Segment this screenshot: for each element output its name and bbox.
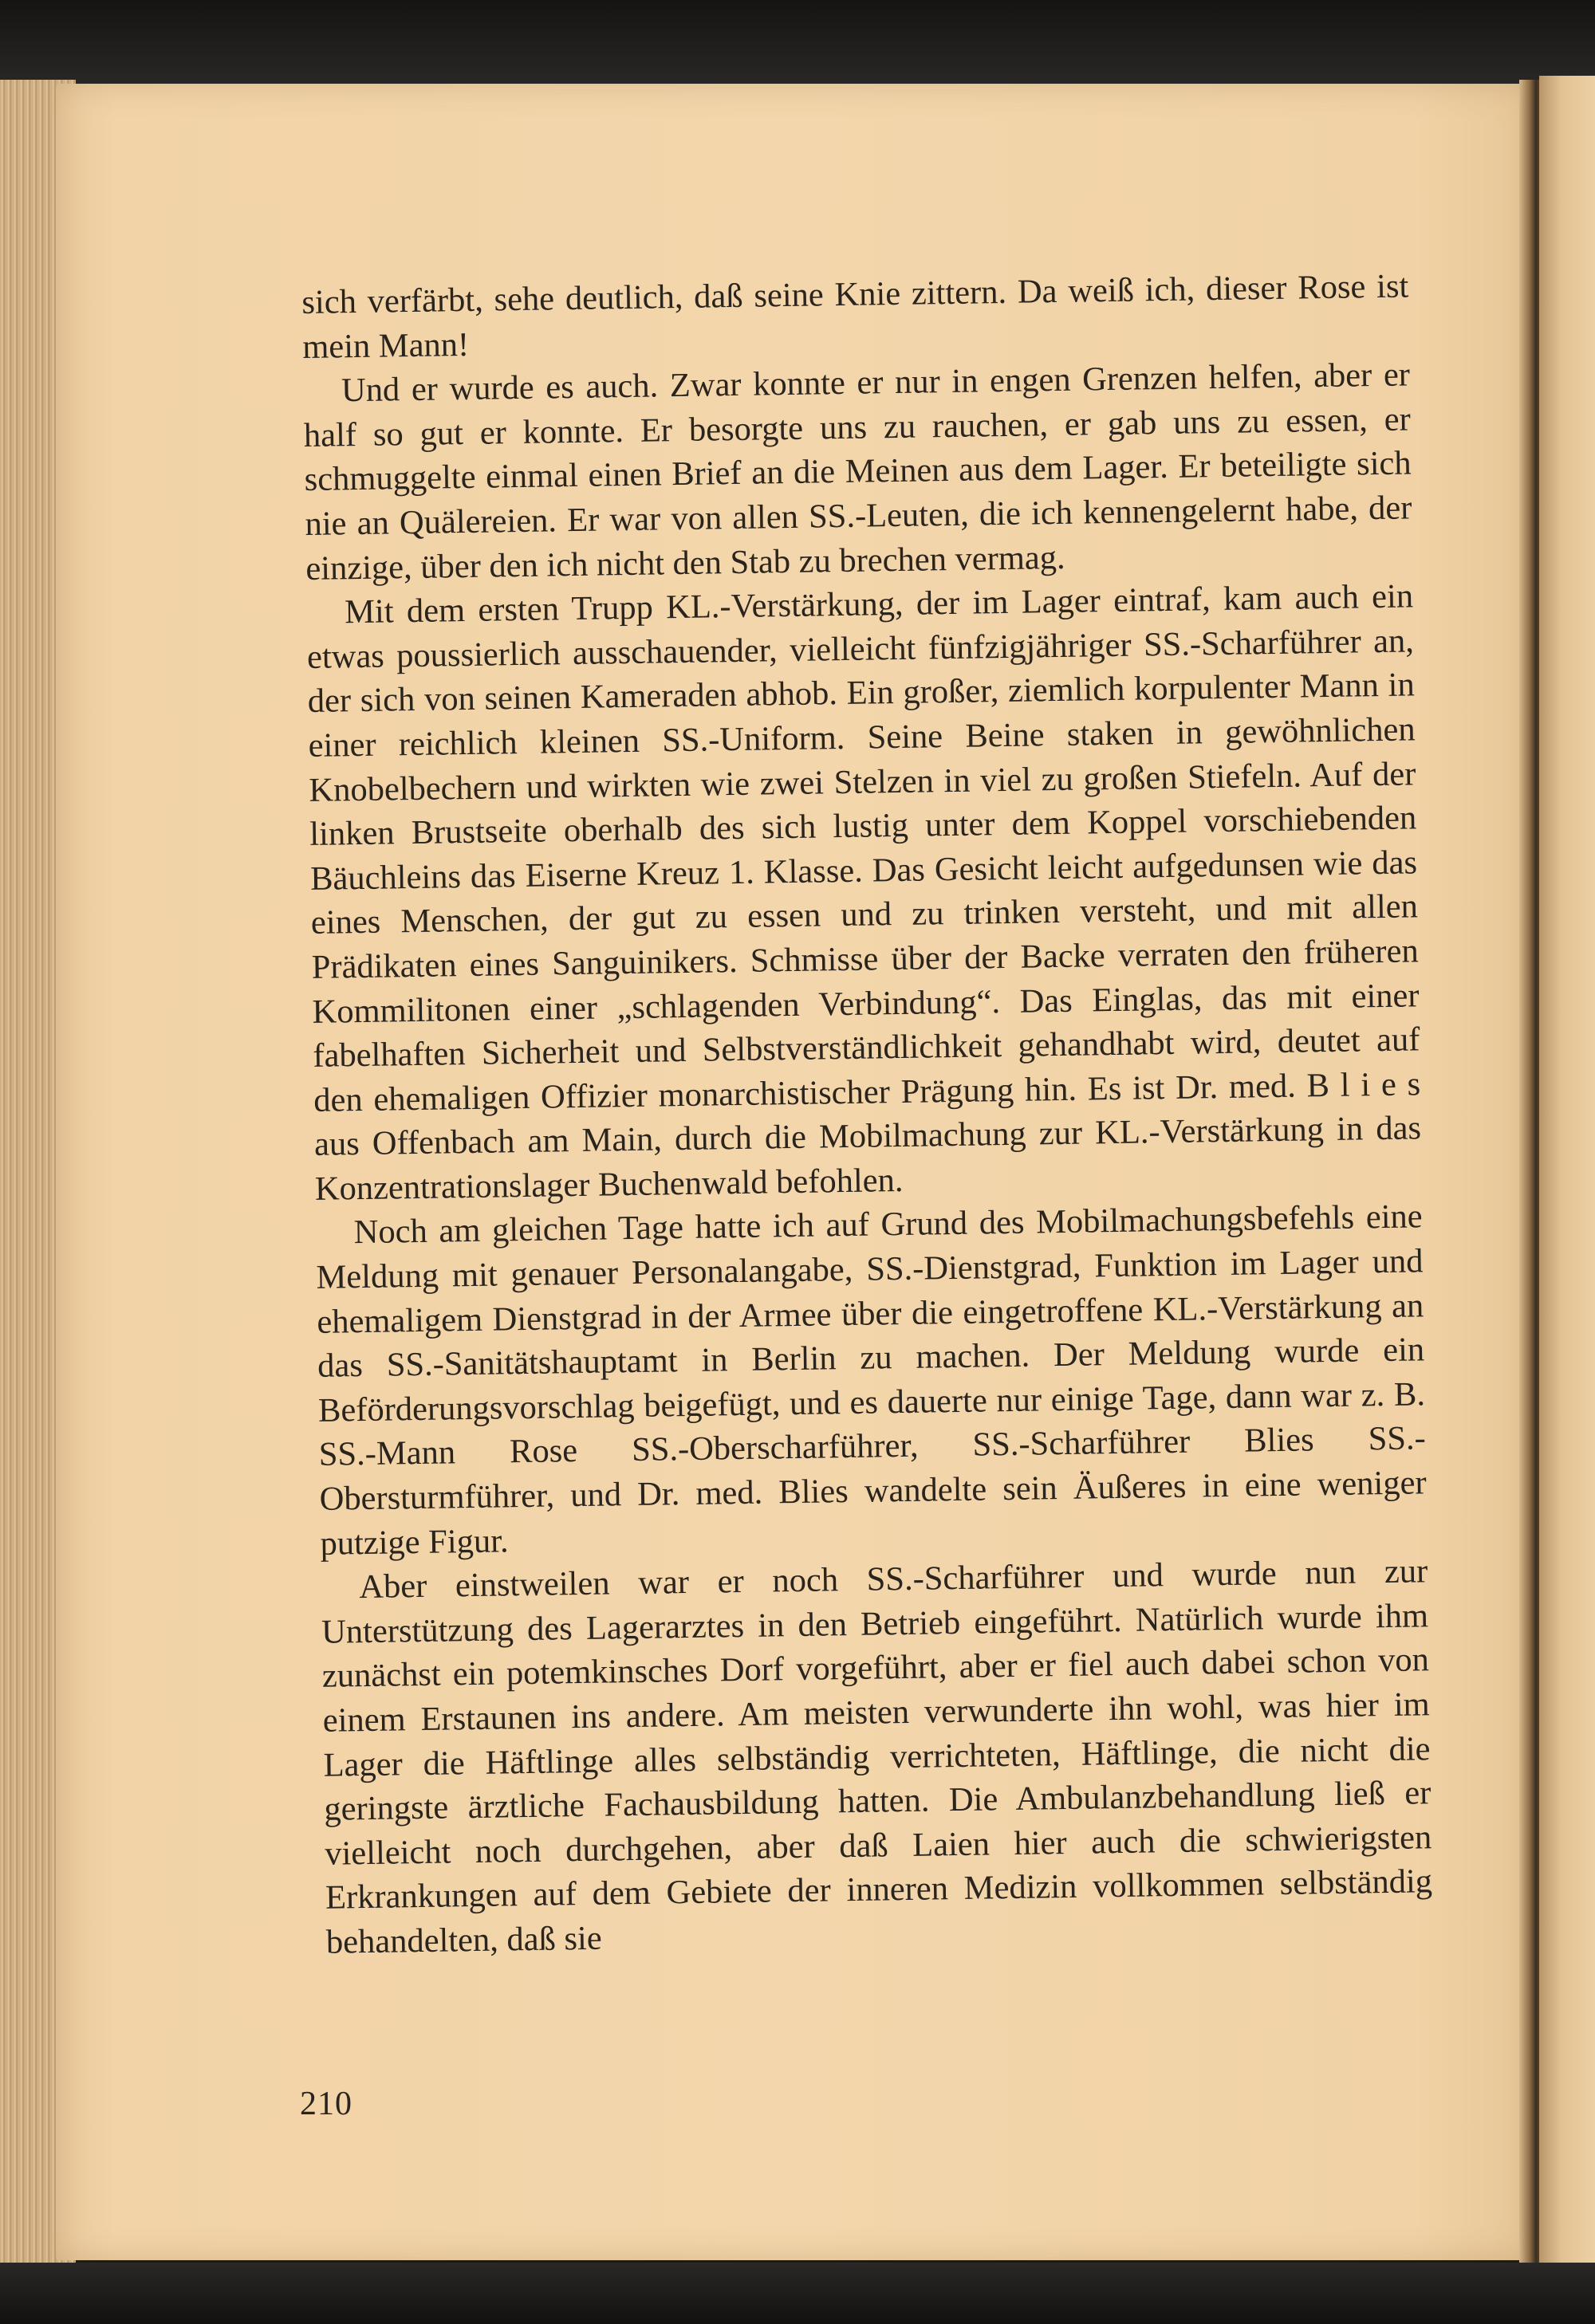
paragraph-3: Mit dem ersten Trupp KL.-Verstärkung, der im Lager eintraf, kam auch ein etwas poussierlich ausschauender, vielleicht fünfzigjähriger SS.-Scharführer an, der sich von seinen Kameraden abhob. Ein großer, ziemlich korpulenter Mann in einer reichlich kleinen SS.-Uniform. Seine Beine staken in gewöhnlichen Knobelbechern und wirkten wie zwei Stelzen in viel zu großen Stiefeln. Auf der linken Brustseite oberhalb des sich lustig unter dem Koppel vorschiebenden Bäuchleins das Eiserne Kreuz 1. Klasse. Das Gesicht leicht aufgedunsen wie das eines Menschen, der gut zu essen und zu trinken versteht, und mit allen Prädikaten eines Sanguinikers. Schmisse über der Backe verraten den früheren Kommilitonen einer „schlagenden Verbindung“. Das Einglas, das mit einer fabelhaften Sicherheit und Selbstverständlichkeit gehandhabt wird, deutet auf den ehemaligen Offizier monarchistischer Prägung hin. Es ist Dr. med. B l i e s aus Offenbach am Main, durch die Mobilmachung zur KL.-Verstärkung in das Konzentrationslager Buchenwald befohlen. xyxy=(306,577,1422,1208)
scan-background-bottom xyxy=(0,2263,1595,2324)
paragraph-1: sich verfärbt, sehe deutlich, daß seine Knie zittern. Da weiß ich, dieser Rose ist mein Mann! xyxy=(301,267,1409,366)
page-number: 210 xyxy=(300,2086,352,2122)
paragraph-5: Aber einstweilen war er noch SS.-Scharführer und wurde nun zur Unterstützung des Lagerarztes in den Betrieb eingeführt. Natürlich wurde ihm zunächst ein potemkinsches Dorf vorgeführt, aber er fiel auch dabei schon von einem Erstaunen ins andere. Am meisten verwunderte ihn wohl, was hier im Lager die Häftlinge alles selbständig verrichteten, Häftlinge, die nicht die geringste ärztliche Fachausbildung hatten. Die Ambulanzbehandlung ließ er vielleicht noch durchgehen, aber daß Laien hier auch die schwierigsten Erkrankungen auf dem Gebiete der inneren Medizin vollkommen selbständig behandelten, daß sie xyxy=(321,1552,1433,1961)
scan-background-top xyxy=(0,0,1595,88)
body-text xyxy=(301,264,1433,1964)
paragraph-2: Und er wurde es auch. Zwar konnte er nur in engen Grenzen helfen, aber er half so gut er konnte. Er besorgte uns zu rauchen, er gab uns zu essen, er schmuggelte einmal einen Brief an die Meinen aus dem Lager. Er beteiligte sich nie an Quälereien. Er war von allen SS.-Leuten, die ich kennengelernt habe, der einzige, über den ich nicht den Stab zu brechen vermag. xyxy=(303,356,1412,588)
facing-page-edge xyxy=(1539,76,1595,2264)
paragraph-4: Noch am gleichen Tage hatte ich auf Grund des Mobilmachungsbefehls eine Meldung mit genauer Personalangabe, SS.-Dienstgrad, Funktion im Lager und ehemaligem Dienstgrad in der Armee über die eingetroffene KL.-Verstärkung an das SS.-Sanitätshauptamt in Berlin zu machen. Der Meldung wurde ein Beförderungsvorschlag beigefügt, und es dauerte nur einige Tage, dann war z. B. SS.-Mann Rose SS.-Oberscharführer, SS.-Scharführer Blies SS.-Obersturmführer, und Dr. med. Blies wandelte sein Äußeres in eine weniger putzige Figur. xyxy=(316,1197,1427,1563)
